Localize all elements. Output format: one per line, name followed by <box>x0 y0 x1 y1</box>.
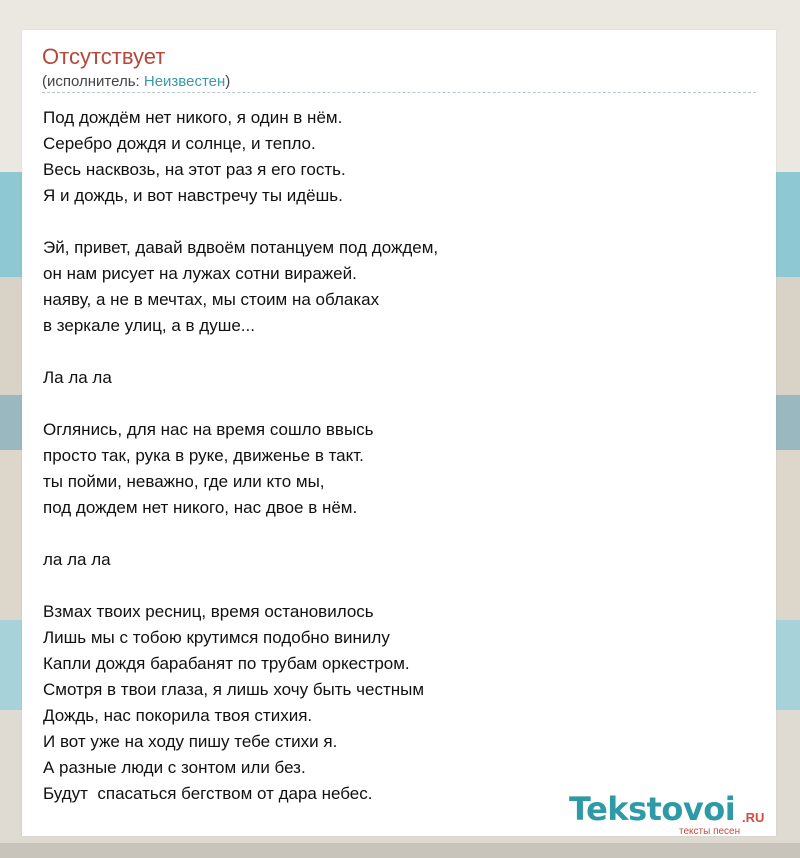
logo-tagline: тексты песен <box>679 826 741 837</box>
logo-wordmark: Tekstovoi <box>569 790 736 828</box>
lyric-line: под дождем нет никого, нас двое в нём. <box>43 498 358 517</box>
lyrics-text <box>43 105 763 807</box>
lyric-line: ла ла ла <box>43 550 111 569</box>
lyric-line: И вот уже на ходу пишу тебе стихи я. <box>43 732 338 751</box>
lyric-line: в зеркале улиц, а в душе... <box>43 316 255 335</box>
divider <box>42 92 756 93</box>
logo-domain: .RU <box>742 810 765 825</box>
lyric-line <box>43 521 763 547</box>
lyric-line <box>43 391 763 417</box>
lyric-line: А разные люди с зонтом или без. <box>43 758 306 777</box>
lyric-line: Будут спасаться бегством от дара небес. <box>43 784 373 803</box>
lyric-line: просто так, рука в руке, движенье в такт. <box>43 446 364 465</box>
artist-line <box>42 73 230 90</box>
lyric-line <box>43 573 763 599</box>
lyric-line: ты пойми, неважно, где или кто мы, <box>43 472 325 491</box>
lyric-line: Капли дождя барабанят по трубам оркестром. <box>43 654 410 673</box>
lyric-line: Эй, привет, давай вдвоём потанцуем под дождем, <box>43 238 439 257</box>
lyric-line: Дождь, нас покорила твоя стихия. <box>43 706 313 725</box>
lyric-line: он нам рисует на лужах сотни виражей. <box>43 264 357 283</box>
lyric-line: наяву, а не в мечтах, мы стоим на облаках <box>43 290 380 309</box>
lyric-line: Взмах твоих ресниц, время остановилось <box>43 602 374 621</box>
lyric-line <box>43 339 763 365</box>
artist-suffix: ) <box>225 73 231 90</box>
bottom-bar <box>0 843 800 858</box>
lyric-line: Лишь мы с тобою крутимся подобно винилу <box>43 628 390 647</box>
lyric-line: Ла ла ла <box>43 368 112 387</box>
lyric-line: Под дождём нет никого, я один в нём. <box>43 108 343 127</box>
lyric-line: Весь насквозь, на этот раз я его гость. <box>43 160 346 179</box>
lyric-line: Я и дождь, и вот навстречу ты идёшь. <box>43 186 343 205</box>
lyric-line: Серебро дождя и солнце, и тепло. <box>43 134 316 153</box>
lyrics-card <box>22 30 776 836</box>
song-title: Отсутствует <box>42 44 166 69</box>
artist-prefix: (исполнитель: <box>42 73 144 90</box>
site-logo[interactable] <box>569 790 779 837</box>
lyric-line: Оглянись, для нас на время сошло ввысь <box>43 420 374 439</box>
lyric-line: Смотря в твои глаза, я лишь хочу быть честным <box>43 680 425 699</box>
artist-link[interactable]: Неизвестен <box>143 73 226 90</box>
lyric-line <box>43 209 763 235</box>
